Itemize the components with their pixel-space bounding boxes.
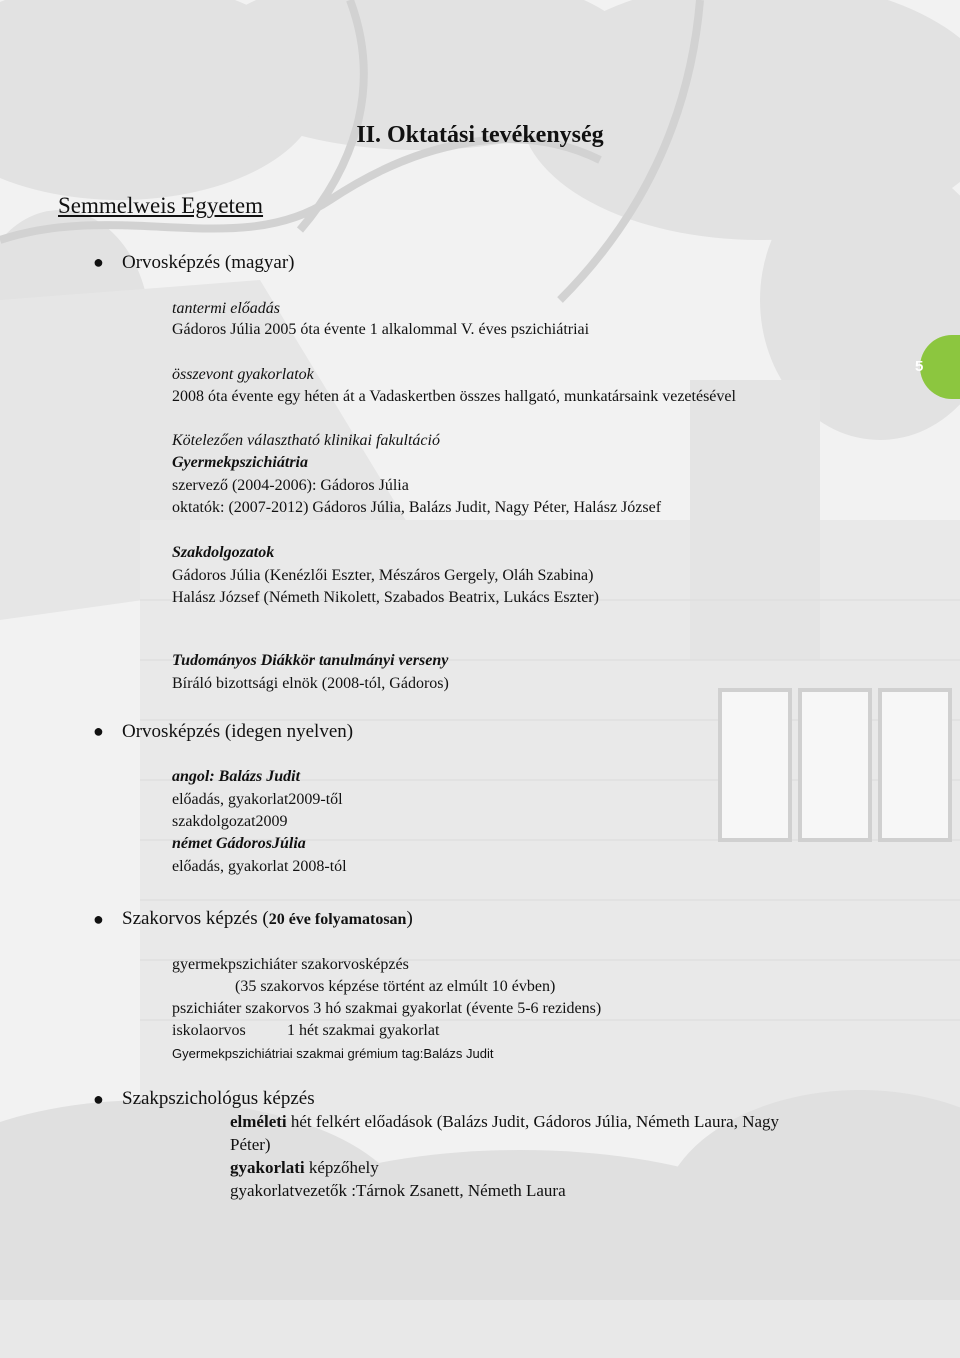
text-line: Gádoros Júlia (Kenézlői Eszter, Mészáros Gergely, Oláh Szabina) xyxy=(172,567,594,584)
text-bold: elméleti xyxy=(230,1112,287,1131)
text-rest: hét felkért előadások (Balázs Judit, Gádoros Júlia, Németh Laura, Nagy xyxy=(286,1112,780,1131)
heading-orvoskepzes-idegen: Orvosképzés (idegen nyelven) xyxy=(122,721,354,742)
text-line: előadás, gyakorlat 2008-tól xyxy=(172,858,347,875)
text-line: (35 szakorvos képzése történt az elmúlt 10 évben) xyxy=(235,978,556,995)
text-line: Péter) xyxy=(230,1135,271,1154)
text-line: gyermekpszichiáter szakorvosképzés xyxy=(172,956,409,973)
bullet-icon: ● xyxy=(93,721,104,741)
heading-szakpszichologus-kepzes: Szakpszichológus képzés xyxy=(122,1088,315,1109)
text-line: Szakdolgozatok xyxy=(172,544,275,561)
text-line: Kötelezően választható klinikai fakultáció xyxy=(172,432,440,449)
text-rest: képzőhely xyxy=(304,1158,379,1177)
heading-orvoskepzes-magyar: Orvosképzés (magyar) xyxy=(122,252,295,273)
text-line: tantermi előadás xyxy=(172,300,280,317)
text-line: gyakorlatvezetők :Tárnok Zsanett, Németh Laura xyxy=(230,1181,566,1200)
text-line xyxy=(230,1112,779,1132)
text-line: pszichiáter szakorvos 3 hó szakmai gyakorlat (évente 5-6 rezidens) xyxy=(172,1000,602,1017)
text-bold: gyakorlati xyxy=(230,1158,305,1177)
bullet-icon: ● xyxy=(93,252,104,272)
bullet-icon: ● xyxy=(93,909,104,929)
heading-szakorvos-kepzes xyxy=(122,908,413,930)
text-line: angol: Balázs Judit xyxy=(172,768,301,785)
text-line: Tudományos Diákkör tanulmányi verseny xyxy=(172,652,449,669)
text-line: 2008 óta évente egy héten át a Vadaskertben összes hallgató, munkatársaink vezetésével xyxy=(172,388,736,405)
text-line: szervező (2004-2006): Gádoros Júlia xyxy=(172,477,409,494)
text-line: Gyermekpszichiátria xyxy=(172,454,308,471)
text-line: Halász József (Németh Nikolett, Szabados Beatrix, Lukács Eszter) xyxy=(172,589,599,606)
text-line: iskolaorvos xyxy=(172,1022,246,1039)
bullet-icon: ● xyxy=(93,1089,104,1109)
text-line: összevont gyakorlatok xyxy=(172,366,314,383)
text-line: Gádoros Júlia 2005 óta évente 1 alkalommal V. éves pszichiátriai xyxy=(172,321,590,338)
text-line xyxy=(230,1158,379,1178)
text-line: Bíráló bizottsági elnök (2008-tól, Gádoros) xyxy=(172,675,449,692)
university-heading: Semmelweis Egyetem xyxy=(58,193,264,218)
text-line: Gyermekpszichiátriai szakmai grémium tag:Balázs Judit xyxy=(172,1046,494,1061)
text-line: előadás, gyakorlat2009-től xyxy=(172,791,343,808)
heading-part: Szakorvos képzés ( xyxy=(122,908,269,929)
text-line: szakdolgozat2009 xyxy=(172,813,288,830)
page-number: 5 xyxy=(915,358,924,375)
page-number-badge xyxy=(920,335,960,399)
text-line: 1 hét szakmai gyakorlat xyxy=(287,1022,440,1039)
heading-part: ) xyxy=(406,908,413,929)
heading-part: 20 éve folyamatosan xyxy=(268,911,407,928)
text-line: oktatók: (2007-2012) Gádoros Júlia, Balázs Judit, Nagy Péter, Halász József xyxy=(172,499,662,516)
section-title: II. Oktatási tevékenység xyxy=(356,122,604,148)
text-line: német GádorosJúlia xyxy=(172,835,306,852)
